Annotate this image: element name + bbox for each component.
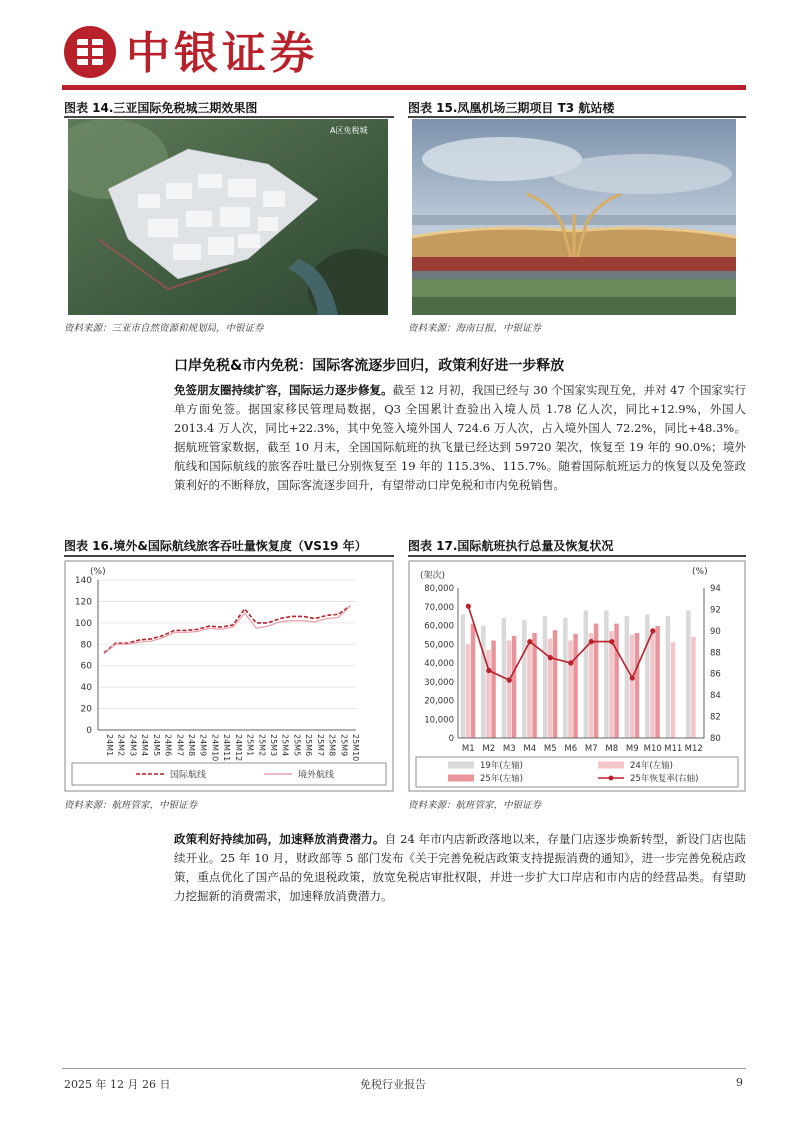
chart16-legend-label: 境外航线 (298, 770, 335, 781)
chart17-recovery-point (548, 655, 553, 660)
chart17-bar (491, 641, 496, 739)
chart17-bar (532, 633, 537, 738)
chart16-series-line (104, 607, 350, 654)
chart17-recovery-point (568, 660, 573, 665)
chart16-xtick-label: 24M12 (233, 734, 243, 762)
chart16-ytick-label: 0 (86, 726, 92, 736)
chart16-xtick-label: 24M10 (210, 734, 220, 762)
chart17-left-ytick-label: 70,000 (424, 602, 454, 613)
chart17-bar (522, 620, 527, 738)
chart17-bar (635, 633, 640, 738)
chart17-recovery-point (507, 678, 512, 683)
chart17-xtick-label: M1 (461, 744, 475, 754)
chart17-xtick-label: M3 (502, 744, 516, 754)
chart17-xtick-label: M11 (664, 744, 683, 754)
chart17-legend-swatch (448, 775, 474, 782)
chart17-right-ytick-label: 92 (710, 605, 721, 616)
chart17-legend-label: 19年(左轴) (480, 761, 523, 771)
chart17-legend-swatch (448, 762, 474, 769)
header-rule (62, 85, 746, 90)
chart17-bar (512, 636, 517, 738)
chart17-bar (671, 642, 676, 738)
chart17-legend-label: 24年(左轴) (630, 761, 673, 771)
chart17-left-ytick-label: 60,000 (424, 621, 454, 632)
chart16-ytick-label: 40 (80, 683, 92, 694)
chart17-right-ytick-label: 84 (710, 691, 721, 702)
chart17-recovery-point (650, 628, 655, 633)
chart17-right-ytick-label: 88 (710, 648, 721, 659)
fig14-source: 资料来源：三亚市自然资源和规划局，中银证券 (64, 323, 264, 334)
chart17-left-ytick-label: 80,000 (424, 584, 454, 594)
chart16-ytick-label: 80 (80, 640, 92, 651)
chart17-bar (609, 631, 614, 738)
chart17-legend-swatch (609, 776, 614, 781)
chart16-xtick-label: 24M5 (151, 734, 161, 757)
chart17-bar (573, 634, 578, 738)
chart16-legend-label: 国际航线 (170, 770, 207, 781)
chart17-right-ytick-label: 94 (710, 584, 721, 594)
footer-page-number: 9 (736, 1076, 743, 1089)
fig17-title: 图表 17.国际航班执行总量及恢复状况 (408, 539, 614, 553)
fig15-photo (412, 119, 736, 315)
chart17-bar (507, 641, 512, 739)
boc-logo-icon (64, 26, 116, 78)
chart17-legend-swatch (598, 762, 624, 769)
fig15-title: 图表 15.凤凰机场三期项目 T3 航站楼 (408, 101, 615, 115)
fig14-photo-label: A区免税城 (330, 126, 368, 135)
chart16-legend-box (72, 763, 386, 785)
chart16-xtick-label: 24M4 (140, 734, 150, 757)
chart17-left-ytick-label: 50,000 (424, 640, 454, 651)
chart16-xtick-label: 25M1 (245, 734, 255, 757)
chart17-left-unit: (架次) (420, 571, 446, 581)
fig15-source: 资料来源：海南日报，中银证券 (408, 323, 542, 334)
fig17-chart (408, 560, 746, 792)
report-header (0, 0, 794, 92)
chart16-ytick-label: 20 (80, 704, 92, 715)
company-name: 中银证券 (126, 28, 318, 79)
chart17-xtick-label: M7 (584, 744, 598, 754)
footer-rule (62, 1068, 746, 1069)
chart16-xtick-label: 25M7 (315, 734, 325, 757)
chart17-bar (604, 611, 609, 739)
chart17-right-ytick-label: 82 (710, 712, 721, 723)
chart17-xtick-label: M4 (523, 744, 537, 754)
chart16-xtick-label: 25M2 (257, 734, 267, 757)
chart17-bar (527, 642, 532, 738)
paragraph-2 (174, 830, 746, 906)
chart17-xtick-label: M6 (564, 744, 578, 754)
chart17-bar (543, 616, 548, 738)
paragraph-2-lead: 政策利好持续加码，加速释放消费潜力。 (174, 832, 385, 846)
section-title: 口岸免税&市内免税：国际客流逐步回归，政策利好进一步释放 (174, 358, 565, 374)
chart16-xtick-label: 25M3 (269, 734, 278, 757)
fig16-title: 图表 16.境外&国际航线旅客吞吐量恢复度（VS19 年） (64, 539, 367, 553)
chart16-xtick-label: 24M3 (128, 734, 138, 757)
chart17-left-ytick-label: 40,000 (424, 659, 454, 669)
chart17-bar (650, 633, 655, 738)
paragraph-2-body: 自 24 年市内店新政落地以来，存量门店逐步焕新转型，新设门店也陆续开业。25 年 10 月，财政部等 5 部门发布《关于完善免税店政策支持提振消费的通知》，进一步完善免税店政策，重点优化了国产品的免退税政策，放宽免税店审批权限，并进一步扩大口岸店和市内店的经营品类。有望助力挖掘新的消费需求，加速释放消费潜力。 (174, 832, 746, 903)
paragraph-1 (174, 381, 746, 495)
fig14-title: 图表 14.三亚国际免税城三期效果图 (64, 101, 258, 115)
chart16-xtick-label: 24M2 (116, 734, 126, 757)
chart17-xtick-label: M2 (482, 744, 496, 754)
chart16-xtick-label: 25M4 (280, 734, 290, 757)
footer-date: 2025 年 12 月 26 日 (64, 1078, 171, 1091)
chart17-recovery-point (609, 639, 614, 644)
chart17-xtick-label: M12 (684, 744, 703, 754)
chart17-bar (655, 626, 660, 738)
chart17-xtick-label: M5 (543, 744, 557, 754)
chart17-right-ytick-label: 80 (710, 734, 721, 744)
chart17-left-ytick-label: 30,000 (424, 677, 454, 688)
chart16-xtick-label: 24M1 (105, 734, 114, 757)
chart16-ytick-label: 100 (74, 618, 92, 629)
chart17-bar (553, 630, 558, 738)
chart16-ytick-label: 140 (74, 576, 92, 586)
paragraph-1-body: 截至 12 月初，我国已经与 30 个国家实现互免，并对 47 个国家实行单方面免签。据国家移民管理局数据，Q3 全国累计查验出入境人员 1.78 亿人次，同比+12.9%，外国人 2013.4 万人次，同比+22.3%，其中免签入境外国人 724.6 万人次，占入境外国人 72.2%，同比+48.3%。据航班管家数据，截至 10 月末，全国国际航班的执飞量已经达到 59720 架次，恢复至 19 年的 90.0%；境外航线和国际航线的旅客吞吐量已分别恢复至 19 年的 115.3%、115.7%。随着国际航班运力的恢复以及免签政策利好的不断释放，国际客流逐步回升，有望带动口岸免税和市内免税销售。 (174, 383, 746, 492)
fig16-chart (64, 560, 394, 792)
chart17-recovery-point (527, 639, 532, 644)
chart17-recovery-point (466, 604, 471, 609)
chart17-left-ytick-label: 20,000 (424, 696, 454, 707)
chart17-bar (584, 611, 589, 739)
chart17-bar (625, 616, 630, 738)
chart16-xtick-label: 24M6 (163, 734, 173, 757)
chart17-bar (461, 614, 466, 738)
chart16-xtick-label: 25M8 (327, 734, 337, 757)
chart17-bar (666, 616, 671, 738)
chart16-ytick-label: 120 (74, 597, 92, 608)
chart16-ytick-label: 60 (80, 661, 92, 672)
chart17-recovery-point (589, 639, 594, 644)
chart16-xtick-label: 25M9 (339, 734, 349, 757)
fig17-rule (408, 555, 746, 557)
chart17-bar (466, 644, 471, 738)
fig17-source: 资料来源：航班管家，中银证券 (408, 800, 542, 811)
chart17-bar (645, 614, 650, 738)
chart17-bar (568, 641, 573, 739)
chart17-bar (594, 624, 599, 738)
chart17-left-ytick-label: 10,000 (424, 715, 454, 726)
footer-report-name: 免税行业报告 (360, 1078, 426, 1091)
chart17-bar (548, 639, 553, 738)
chart17-xtick-label: M8 (605, 744, 619, 754)
fig16-rule (64, 555, 394, 557)
fig16-source: 资料来源：航班管家，中银证券 (64, 800, 198, 811)
chart16-xtick-label: 25M5 (292, 734, 302, 757)
chart17-bar (589, 633, 594, 738)
fig14-rule (64, 116, 394, 118)
paragraph-1-lead: 免签朋友圈持续扩容，国际运力逐步修复。 (174, 383, 393, 397)
chart17-legend-label: 25年(左轴) (480, 774, 523, 784)
chart16-unit-label: (%) (90, 567, 106, 577)
fig15-rule (408, 116, 746, 118)
chart17-right-unit: (%) (692, 567, 708, 577)
chart17-bar (471, 624, 476, 738)
chart17-right-ytick-label: 90 (710, 626, 721, 637)
fig14-photo (68, 119, 388, 315)
chart16-xtick-label: 24M8 (187, 734, 196, 757)
chart17-bar (630, 635, 635, 738)
chart16-xtick-label: 25M10 (351, 734, 360, 762)
chart17-recovery-point (486, 668, 491, 673)
chart16-series-line (104, 606, 350, 653)
chart17-bar (691, 637, 696, 738)
chart17-right-ytick-label: 86 (710, 669, 721, 680)
chart17-recovery-point (630, 675, 635, 680)
chart17-xtick-label: M9 (625, 744, 639, 754)
chart17-bar (686, 611, 691, 739)
chart17-bar (614, 624, 619, 738)
chart17-bar (563, 618, 568, 738)
chart16-xtick-label: 24M9 (198, 734, 208, 757)
chart16-xtick-label: 24M11 (222, 734, 232, 762)
chart16-xtick-label: 25M6 (304, 734, 314, 757)
chart16-xtick-label: 24M7 (175, 734, 185, 757)
chart17-legend-label: 25年恢复率(右轴) (630, 774, 699, 784)
chart17-xtick-label: M10 (643, 744, 662, 754)
chart17-bar (481, 626, 486, 739)
chart17-left-ytick-label: 0 (448, 734, 454, 744)
